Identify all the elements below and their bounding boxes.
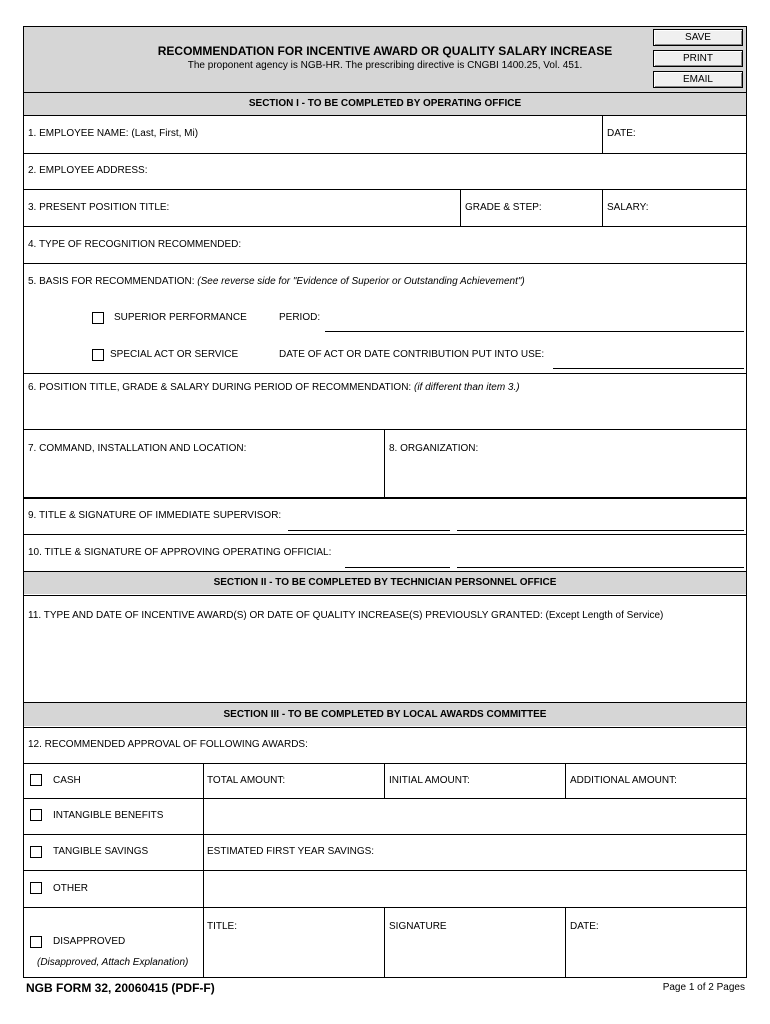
form-subtitle: The proponent agency is NGB-HR. The prescribing directive is CNGBI 1400.25, Vol. 451. [187, 60, 583, 71]
other-checkbox[interactable] [30, 882, 42, 894]
disapproved-label: DISAPPROVED [53, 936, 126, 947]
position-title-field[interactable] [24, 190, 460, 226]
decision-date-label: DATE: [570, 921, 599, 932]
other-label: OTHER [53, 883, 88, 894]
tangible-label: TANGIBLE SAVINGS [53, 846, 149, 857]
position-during-label [28, 382, 520, 394]
organization-label: 8. ORGANIZATION: [389, 443, 479, 454]
est-savings-label: ESTIMATED FIRST YEAR SAVINGS: [207, 846, 375, 857]
organization-field[interactable] [385, 430, 746, 497]
position-during-note: (if different than item 3.) [414, 382, 520, 393]
special-act-label: SPECIAL ACT OR SERVICE [110, 349, 239, 360]
item12-label: 12. RECOMMENDED APPROVAL OF FOLLOWING AWARDS: [28, 739, 308, 750]
employee-name-field[interactable] [24, 116, 602, 152]
form-id: NGB FORM 32, 20060415 (PDF-F) [26, 981, 215, 995]
employee-name-label: 1. EMPLOYEE NAME: (Last, First, Mi) [28, 128, 199, 139]
recognition-type-field[interactable] [24, 227, 746, 263]
recognition-type-label: 4. TYPE OF RECOGNITION RECOMMENDED: [28, 239, 242, 250]
intangible-label: INTANGIBLE BENEFITS [53, 810, 164, 821]
date-of-act-label: DATE OF ACT OR DATE CONTRIBUTION PUT INTO USE: [279, 349, 545, 360]
salary-label: SALARY: [607, 202, 649, 213]
command-field[interactable] [24, 430, 384, 497]
employee-address-field[interactable] [24, 154, 746, 189]
title-label: TITLE: [207, 921, 238, 932]
intangible-checkbox[interactable] [30, 809, 42, 821]
basis-label [28, 276, 525, 288]
section3-title: SECTION III - TO BE COMPLETED BY LOCAL AWARDS COMMITTEE [223, 709, 547, 720]
cash-checkbox[interactable] [30, 774, 42, 786]
supervisor-label: 9. TITLE & SIGNATURE OF IMMEDIATE SUPERVISOR: [28, 510, 282, 521]
page-number: Page 1 of 2 Pages [662, 982, 745, 993]
print-button[interactable]: PRINT [653, 50, 743, 67]
section1-title: SECTION I - TO BE COMPLETED BY OPERATING OFFICE [248, 98, 522, 109]
basis-label-text: 5. BASIS FOR RECOMMENDATION: [28, 276, 195, 287]
employee-address-label: 2. EMPLOYEE ADDRESS: [28, 165, 148, 176]
date-label: DATE: [607, 128, 636, 139]
position-during-field[interactable] [24, 395, 746, 428]
command-label: 7. COMMAND, INSTALLATION AND LOCATION: [28, 443, 247, 454]
total-amount-label: TOTAL AMOUNT: [207, 775, 286, 786]
approving-official-label: 10. TITLE & SIGNATURE OF APPROVING OPERATING OFFICIAL: [28, 547, 332, 558]
date-field[interactable] [603, 116, 746, 152]
signature-label: SIGNATURE [389, 921, 447, 932]
superior-performance-checkbox[interactable] [92, 312, 104, 324]
item11-label: 11. TYPE AND DATE OF INCENTIVE AWARD(S) OR DATE OF QUALITY INCREASE(S) PREVIOUSLY GRANTED: (Except Length of Service) [28, 610, 664, 621]
disapproved-checkbox[interactable] [30, 936, 42, 948]
special-act-checkbox[interactable] [92, 349, 104, 361]
section2-title: SECTION II - TO BE COMPLETED BY TECHNICIAN PERSONNEL OFFICE [213, 577, 557, 588]
superior-performance-label: SUPERIOR PERFORMANCE [114, 312, 247, 323]
approving-signature-field[interactable] [457, 567, 744, 568]
initial-amount-label: INITIAL AMOUNT: [389, 775, 470, 786]
position-during-text: 6. POSITION TITLE, GRADE & SALARY DURING PERIOD OF RECOMMENDATION: [28, 382, 412, 393]
cash-label: CASH [53, 775, 81, 786]
form-title: RECOMMENDATION FOR INCENTIVE AWARD OR QUALITY SALARY INCREASE [157, 44, 613, 58]
supervisor-signature-field[interactable] [457, 530, 744, 531]
basis-note: (See reverse side for "Evidence of Superior or Outstanding Achievement") [197, 276, 525, 287]
save-button[interactable]: SAVE [653, 29, 743, 46]
date-of-act-field[interactable] [553, 368, 744, 369]
tangible-checkbox[interactable] [30, 846, 42, 858]
item11-field[interactable] [24, 623, 746, 701]
period-label: PERIOD: [279, 312, 321, 323]
position-title-label: 3. PRESENT POSITION TITLE: [28, 202, 170, 213]
approving-title-field[interactable] [345, 567, 450, 568]
grade-step-label: GRADE & STEP: [465, 202, 542, 213]
email-button[interactable]: EMAIL [653, 71, 743, 88]
disapproved-note: (Disapproved, Attach Explanation) [37, 957, 189, 968]
additional-amount-label: ADDITIONAL AMOUNT: [570, 775, 677, 786]
grade-step-field[interactable] [461, 190, 602, 226]
supervisor-title-field[interactable] [288, 530, 450, 531]
period-field[interactable] [325, 331, 744, 332]
salary-field[interactable] [603, 190, 746, 226]
